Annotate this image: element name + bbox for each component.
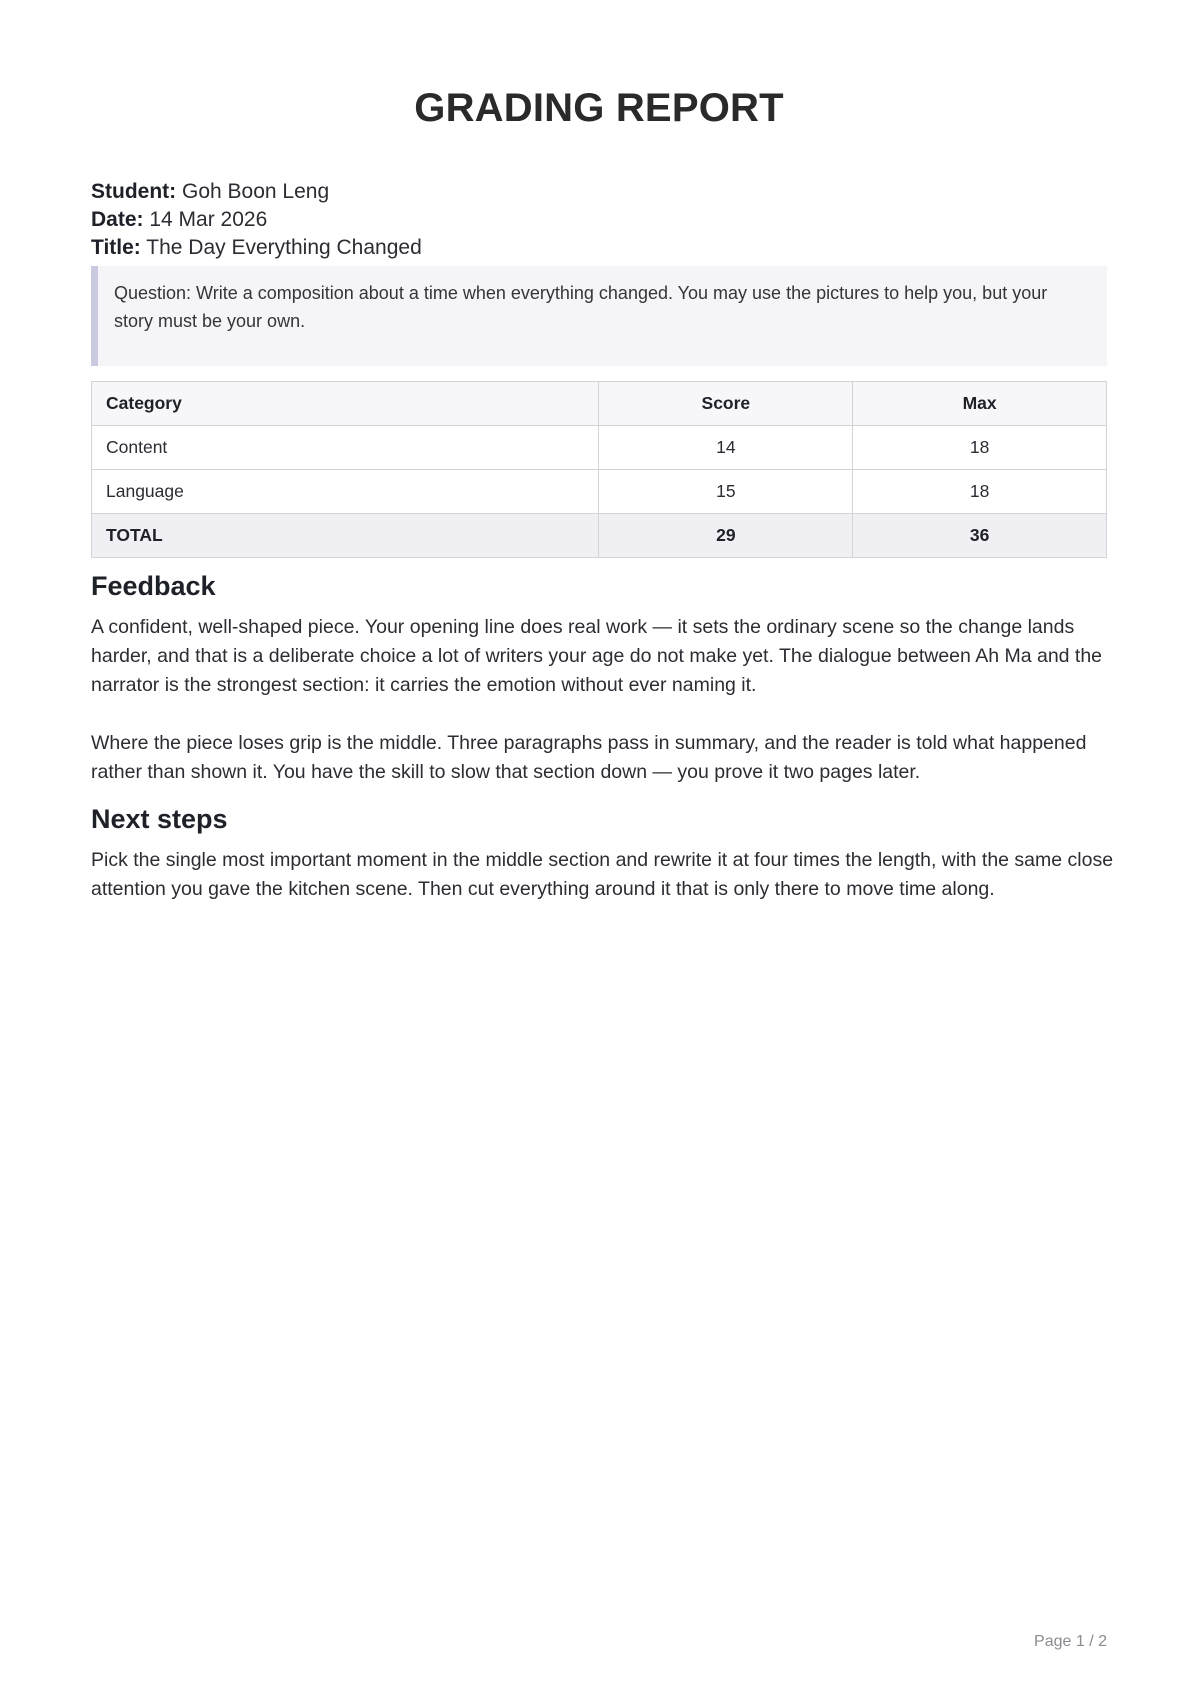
student-row — [91, 178, 1107, 206]
next-steps-paragraph: Pick the single most important moment in the middle section and rewrite it at four times the length, with the same close attention you gave the kitchen scene. Then cut everything around it that is only there to move time along. — [91, 849, 1114, 900]
table-row — [92, 426, 1107, 470]
report-meta — [91, 178, 1107, 262]
feedback-heading: Feedback — [91, 571, 216, 601]
row-category: Language — [92, 470, 599, 514]
feedback-paragraph: Where the piece loses grip is the middle. Three paragraphs pass in summary, and the reader is told what happened rather than shown it. You have the skill to slow that section down — you prove it two pages later. — [91, 732, 1087, 783]
header-category: Category — [92, 382, 599, 426]
table-row — [92, 470, 1107, 514]
student-label: Student: — [91, 180, 177, 203]
feedback-paragraph: A confident, well-shaped piece. Your opening line does real work — it sets the ordinary scene so the change lands harder, and that is a deliberate choice a lot of writers your age do not make yet. The dialogue between Ah Ma and the narrator is the strongest section: it carries the emotion without ever naming it. — [91, 616, 1103, 696]
date-row — [91, 206, 1107, 234]
total-max: 36 — [853, 514, 1107, 558]
header-score: Score — [599, 382, 853, 426]
total-label: TOTAL — [92, 514, 599, 558]
essay-title-value: The Day Everything Changed — [146, 236, 422, 259]
total-score: 29 — [599, 514, 853, 558]
table-header-row — [92, 382, 1107, 426]
essay-title-label: Title: — [91, 236, 141, 259]
next-steps-heading: Next steps — [91, 804, 228, 834]
question-text: Question: Write a composition about a time when everything changed. You may use the pictures to help you, but your story must be your own. — [114, 283, 1048, 331]
date-label: Date: — [91, 208, 144, 231]
total-row — [92, 514, 1107, 558]
row-max: 18 — [853, 426, 1107, 470]
row-category: Content — [92, 426, 599, 470]
row-max: 18 — [853, 470, 1107, 514]
student-name: Goh Boon Leng — [182, 180, 330, 203]
row-score: 15 — [599, 470, 853, 514]
row-score: 14 — [599, 426, 853, 470]
header-max: Max — [853, 382, 1107, 426]
scores-table — [91, 381, 1107, 558]
essay-title-row — [91, 234, 1107, 262]
page-number: Page 1 / 2 — [1034, 1633, 1107, 1650]
question-box — [91, 266, 1107, 366]
page-title: GRADING REPORT — [414, 86, 784, 130]
date-value: 14 Mar 2026 — [149, 208, 268, 231]
